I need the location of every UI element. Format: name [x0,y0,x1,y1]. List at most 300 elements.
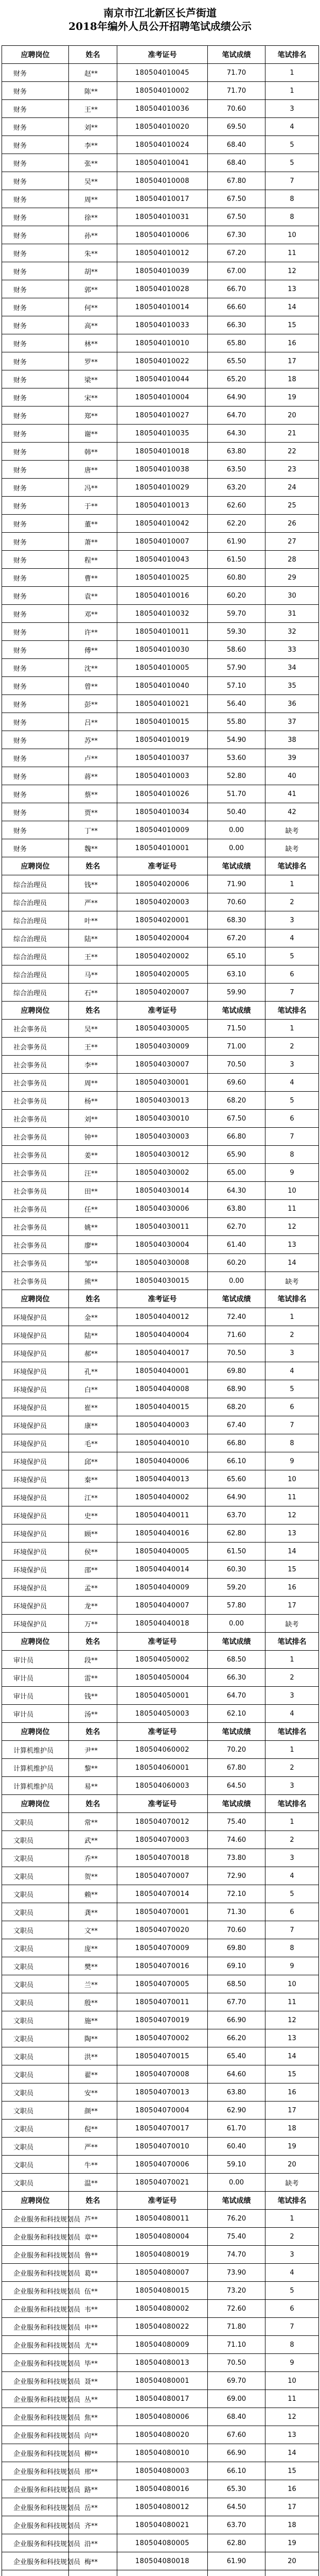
table-row [2,875,319,893]
post-cell: 计算机维护员 [2,1777,69,1795]
exam-score-cell: 60.40 [208,2138,265,2156]
candidate-name-cell: 魏** [69,839,117,857]
exam-score-cell: 61.40 [208,1236,265,1254]
exam-number-cell: 180504010028 [117,280,208,298]
table-row [2,984,319,1002]
column-header-candidate-name: 姓名 [69,857,117,875]
exam-rank-cell: 8 [265,190,319,208]
exam-rank-cell [265,2570,319,2576]
table-row [2,2354,319,2372]
table-row [2,1921,319,1939]
exam-number-cell: 180504010011 [117,623,208,641]
table-row [2,2426,319,2444]
post-cell: 财务 [2,280,69,298]
post-cell: 财务 [2,406,69,425]
candidate-name-cell: 焦** [69,2408,117,2426]
candidate-name-cell: 吴** [69,1020,117,1038]
exam-score-cell: 61.70 [208,2120,265,2138]
table-header-row [2,1795,319,1813]
table-row [2,1705,319,1723]
post-cell: 财务 [2,569,69,587]
table-row [2,1524,319,1543]
exam-score-cell: 66.30 [208,316,265,334]
exam-score-cell: 73.20 [208,2282,265,2300]
exam-score-cell: 65.10 [208,947,265,965]
exam-number-cell: 180504010031 [117,208,208,226]
candidate-name-cell: 姜** [69,1146,117,1164]
exam-score-cell: 67.30 [208,226,265,244]
post-cell: 财务 [2,64,69,82]
post-cell: 社会事务员 [2,1182,69,1200]
exam-score-cell: 63.70 [208,2516,265,2534]
exam-rank-cell: 14 [265,1254,319,1272]
exam-number-cell: 180504010021 [117,695,208,713]
exam-rank-cell: 29 [265,569,319,587]
exam-number-cell: 180504050004 [117,1669,208,1687]
post-cell: 文职员 [2,1903,69,1921]
post-cell: 文职员 [2,2047,69,2065]
candidate-name-cell: 邢** [69,2462,117,2480]
post-cell: 企业服务和科技规划员 [2,2462,69,2480]
post-cell: 环境保护员 [2,1470,69,1488]
exam-number-cell: 180504070013 [117,2083,208,2102]
candidate-name-cell: 路** [69,2480,117,2498]
exam-score-cell: 68.50 [208,1975,265,1993]
post-cell: 财务 [2,154,69,172]
exam-score-cell: 0.00 [208,2174,265,2192]
table-row [2,1651,319,1669]
exam-score-cell: 57.90 [208,659,265,677]
exam-number-cell: 180504040013 [117,1470,208,1488]
table-row [2,2408,319,2426]
exam-number-cell: 180504040008 [117,1380,208,1398]
exam-rank-cell: 1 [265,64,319,82]
post-cell: 财务 [2,695,69,713]
table-row [2,1543,319,1561]
post-cell: 社会事务员 [2,1254,69,1272]
candidate-name-cell: 杨** [69,1092,117,1110]
exam-number-cell: 180504010041 [117,154,208,172]
candidate-name-cell: 严** [69,2138,117,2156]
post-cell: 环境保护员 [2,1524,69,1543]
exam-number-cell: 180504070014 [117,1885,208,1903]
exam-number-cell: 180504030015 [117,1272,208,1290]
exam-rank-cell: 39 [265,749,319,767]
exam-score-cell: 68.90 [208,1380,265,1398]
exam-rank-cell: 35 [265,677,319,695]
exam-rank-cell: 7 [265,1128,319,1146]
exam-number-cell: 180504070015 [117,2047,208,2065]
exam-score-cell: 68.20 [208,1092,265,1110]
table-row [2,1741,319,1759]
table-row [2,1272,319,1290]
column-header-exam-rank: 笔试排名 [265,857,319,875]
table-row [2,1470,319,1488]
exam-score-cell: 71.70 [208,64,265,82]
exam-number-cell: 180504010010 [117,334,208,352]
exam-number-cell: 180504070008 [117,2065,208,2083]
exam-score-cell: 76.20 [208,2210,265,2228]
post-cell: 企业服务和科技规划员 [2,2372,69,2390]
post-cell: 企业服务和科技规划员 [2,2318,69,2336]
exam-score-cell: 62.20 [208,515,265,533]
table-row [2,2083,319,2102]
table-row [2,2210,319,2228]
exam-number-cell: 180504070020 [117,1921,208,1939]
candidate-name-cell: 文** [69,1921,117,1939]
post-cell: 财务 [2,713,69,731]
exam-score-cell: 0.00 [208,1615,265,1633]
candidate-name-cell: 曹** [69,569,117,587]
exam-number-cell: 180504080010 [117,2444,208,2462]
exam-number-cell: 180504010045 [117,64,208,82]
table-row [2,497,319,515]
exam-rank-cell: 5 [265,947,319,965]
candidate-name-cell: 曾** [69,677,117,695]
exam-rank-cell: 11 [265,1488,319,1506]
candidate-name-cell: 贺** [69,1867,117,1885]
exam-rank-cell: 10 [265,1182,319,1200]
candidate-name-cell: 周** [69,1074,117,1092]
exam-score-cell: 61.90 [208,2552,265,2570]
exam-number-cell: 180504030010 [117,1110,208,1128]
exam-score-cell: 69.80 [208,1362,265,1380]
candidate-name-cell: 伍** [69,2282,117,2300]
exam-score-cell: 69.60 [208,1074,265,1092]
candidate-name-cell: 彭** [69,695,117,713]
candidate-name-cell: 牛** [69,2156,117,2174]
exam-score-cell: 66.90 [208,2444,265,2462]
exam-score-cell: 71.70 [208,82,265,100]
candidate-name-cell: 严** [69,893,117,911]
candidate-name-cell: 徐** [69,208,117,226]
exam-number-cell: 180504010034 [117,803,208,821]
table-row [2,334,319,352]
exam-rank-cell: 32 [265,623,319,641]
column-header-exam-rank: 笔试排名 [265,1795,319,1813]
exam-number-cell [117,2570,208,2576]
exam-number-cell: 180504040001 [117,1362,208,1380]
exam-rank-cell: 1 [265,1741,319,1759]
exam-number-cell: 180504080011 [117,2210,208,2228]
candidate-name-cell: 程** [69,551,117,569]
candidate-name-cell: 林** [69,334,117,352]
exam-number-cell: 180504070006 [117,2156,208,2174]
post-cell: 社会事务员 [2,1110,69,1128]
exam-score-cell: 71.00 [208,1038,265,1056]
exam-score-cell: 65.30 [208,2480,265,2498]
post-cell: 环境保护员 [2,1362,69,1380]
exam-score-cell: 70.60 [208,100,265,118]
exam-score-cell: 69.50 [208,118,265,136]
candidate-name-cell: 汤** [69,1705,117,1723]
candidate-name-cell: 傅** [69,641,117,659]
exam-score-cell: 72.10 [208,1885,265,1903]
exam-number-cell: 180504070003 [117,1831,208,1849]
exam-score-cell: 71.50 [208,1020,265,1038]
exam-number-cell: 180504040006 [117,1452,208,1470]
candidate-name-cell: 章** [69,2228,117,2246]
post-cell: 文职员 [2,1921,69,1939]
exam-number-cell: 180504080012 [117,2498,208,2516]
post-cell: 财务 [2,821,69,839]
exam-number-cell: 180504050002 [117,1651,208,1669]
table-row [2,2228,319,2246]
candidate-name-cell: 蒋** [69,767,117,785]
exam-rank-cell: 10 [265,2372,319,2390]
table-row [2,1903,319,1921]
exam-score-cell: 73.90 [208,2264,265,2282]
exam-rank-cell: 缺考 [265,839,319,857]
exam-number-cell: 180504080006 [117,2408,208,2426]
exam-score-cell: 64.90 [208,388,265,406]
exam-score-cell: 62.60 [208,497,265,515]
post-cell: 财务 [2,839,69,857]
exam-score-cell: 65.90 [208,1146,265,1164]
exam-number-cell: 180504080021 [117,2516,208,2534]
post-cell: 文职员 [2,2102,69,2120]
candidate-name-cell: 向** [69,2426,117,2444]
exam-score-cell: 66.10 [208,2462,265,2480]
exam-score-cell: 65.00 [208,1164,265,1182]
exam-number-cell: 180504080007 [117,2264,208,2282]
table-row [2,1092,319,1110]
table-row [2,425,319,443]
exam-rank-cell: 19 [265,2138,319,2156]
candidate-name-cell: 史** [69,1506,117,1524]
exam-rank-cell: 8 [265,1146,319,1164]
exam-rank-cell: 13 [265,2029,319,2047]
exam-score-cell: 51.70 [208,785,265,803]
exam-rank-cell: 5 [265,2282,319,2300]
exam-rank-cell: 7 [265,2318,319,2336]
candidate-name-cell: 许** [69,623,117,641]
table-row [2,965,319,984]
exam-rank-cell: 9 [265,1164,319,1182]
exam-score-cell: 70.60 [208,1921,265,1939]
exam-rank-cell: 7 [265,984,319,1002]
exam-number-cell: 180504010007 [117,533,208,551]
table-row [2,1344,319,1362]
table-row [2,1398,319,1416]
exam-rank-cell: 7 [265,1416,319,1434]
candidate-name-cell: 尤** [69,2336,117,2354]
exam-number-cell: 180504040018 [117,1615,208,1633]
candidate-name-cell: 顾** [69,1524,117,1543]
candidate-name-cell: 洪** [69,2047,117,2065]
exam-number-cell: 180504070004 [117,2102,208,2120]
exam-number-cell: 180504080013 [117,2354,208,2372]
exam-score-cell: 67.50 [208,1110,265,1128]
exam-score-cell: 72.40 [208,1308,265,1326]
table-row [2,1615,319,1633]
exam-rank-cell: 41 [265,785,319,803]
table-row [2,1849,319,1867]
table-row [2,2516,319,2534]
exam-number-cell: 180504040003 [117,1416,208,1434]
table-row [2,1038,319,1056]
column-header-exam-rank: 笔试排名 [265,1633,319,1651]
exam-number-cell: 180504010033 [117,316,208,334]
column-header-exam-rank: 笔试排名 [265,1002,319,1020]
exam-rank-cell: 3 [265,1777,319,1795]
post-cell: 文职员 [2,1813,69,1831]
candidate-name-cell: 翟** [69,2065,117,2083]
exam-rank-cell: 5 [265,136,319,154]
exam-number-cell: 180504080005 [117,2534,208,2552]
post-cell: 企业服务和科技规划员 [2,2426,69,2444]
table-row [2,136,319,154]
post-cell: 环境保护员 [2,1452,69,1470]
exam-score-cell: 63.80 [208,2083,265,2102]
post-cell: 审计员 [2,1651,69,1669]
candidate-name-cell: 孙** [69,226,117,244]
table-row [2,929,319,947]
table-row [2,1074,319,1092]
table-row [2,2300,319,2318]
post-cell: 财务 [2,298,69,316]
exam-score-cell: 62.70 [208,1218,265,1236]
post-cell: 财务 [2,190,69,208]
exam-rank-cell: 缺考 [265,1615,319,1633]
candidate-name-cell: 谢** [69,425,117,443]
post-cell: 财务 [2,677,69,695]
post-cell: 财务 [2,749,69,767]
post-cell: 文职员 [2,2138,69,2156]
exam-number-cell: 180504070021 [117,2174,208,2192]
exam-number-cell: 180504030005 [117,1020,208,1038]
table-row [2,352,319,370]
table-row [2,1452,319,1470]
exam-rank-cell: 20 [265,2552,319,2570]
results-table [2,45,319,2576]
exam-score-cell: 67.20 [208,929,265,947]
table-row [2,2282,319,2300]
post-cell: 企业服务和科技规划员 [2,2480,69,2498]
candidate-name-cell: 张** [69,154,117,172]
post-cell: 环境保护员 [2,1344,69,1362]
table-row [2,1020,319,1038]
table-row [2,2246,319,2264]
exam-number-cell: 180504010020 [117,118,208,136]
exam-number-cell: 180504030003 [117,1128,208,1146]
post-cell: 财务 [2,479,69,497]
exam-number-cell: 180504080002 [117,2300,208,2318]
exam-number-cell: 180504080018 [117,2552,208,2570]
post-cell: 财务 [2,118,69,136]
exam-number-cell: 180504040011 [117,1506,208,1524]
post-cell: 社会事务员 [2,1056,69,1074]
exam-rank-cell: 11 [265,2390,319,2408]
candidate-name-cell: 田** [69,1182,117,1200]
post-cell: 企业服务和科技规划员 [2,2228,69,2246]
exam-number-cell: 180504010003 [117,767,208,785]
candidate-name-cell: 姚** [69,1218,117,1236]
candidate-name-cell: 郑** [69,406,117,425]
table-row [2,2570,319,2576]
column-header-exam-rank: 笔试排名 [265,46,319,64]
exam-rank-cell: 8 [265,2336,319,2354]
exam-score-cell: 64.90 [208,1488,265,1506]
exam-rank-cell: 17 [265,1597,319,1615]
exam-rank-cell: 2 [265,1038,319,1056]
table-row [2,2029,319,2047]
exam-number-cell: 180504070019 [117,2011,208,2029]
column-header-exam-number: 准考证号 [117,46,208,64]
post-cell: 环境保护员 [2,1380,69,1398]
exam-score-cell: 70.20 [208,1741,265,1759]
exam-rank-cell: 3 [265,1344,319,1362]
table-row [2,1362,319,1380]
exam-rank-cell: 4 [265,118,319,136]
exam-score-cell: 66.10 [208,1452,265,1470]
exam-score-cell: 69.00 [208,2390,265,2408]
candidate-name-cell: 周** [69,190,117,208]
exam-rank-cell: 2 [265,1669,319,1687]
exam-score-cell: 68.40 [208,136,265,154]
table-row [2,1506,319,1524]
post-cell: 财务 [2,605,69,623]
post-cell: 财务 [2,551,69,569]
candidate-name-cell: 颜** [69,2102,117,2120]
column-header-exam-score: 笔试成绩 [208,1795,265,1813]
candidate-name-cell: 钱** [69,1687,117,1705]
exam-rank-cell: 14 [265,1543,319,1561]
table-row [2,370,319,388]
candidate-name-cell: 柳** [69,2444,117,2462]
exam-rank-cell: 21 [265,425,319,443]
exam-score-cell: 61.50 [208,551,265,569]
exam-number-cell: 180504080001 [117,2372,208,2390]
exam-rank-cell: 13 [265,280,319,298]
exam-rank-cell: 16 [265,2083,319,2102]
post-cell: 财务 [2,352,69,370]
post-cell: 环境保护员 [2,1561,69,1579]
post-cell [2,2570,69,2576]
exam-score-cell: 75.40 [208,1813,265,1831]
table-row [2,713,319,731]
candidate-name-cell: 叶** [69,911,117,929]
candidate-name-cell: 邹** [69,1254,117,1272]
post-cell: 财务 [2,262,69,280]
column-header-candidate-name: 姓名 [69,1002,117,1020]
candidate-name-cell: 卢** [69,749,117,767]
exam-number-cell: 180504030004 [117,1236,208,1254]
exam-number-cell: 180504080009 [117,2336,208,2354]
exam-number-cell: 180504010018 [117,443,208,461]
table-row [2,244,319,262]
exam-score-cell: 53.60 [208,749,265,767]
exam-rank-cell: 19 [265,2534,319,2552]
exam-score-cell: 68.50 [208,1651,265,1669]
exam-number-cell: 180504070012 [117,1813,208,1831]
candidate-name-cell: 沈** [69,659,117,677]
column-header-exam-score: 笔试成绩 [208,46,265,64]
table-row [2,1110,319,1128]
exam-number-cell: 180504060002 [117,1741,208,1759]
post-cell: 文职员 [2,1957,69,1975]
table-row [2,1056,319,1074]
candidate-name-cell: 葛** [69,2264,117,2282]
exam-number-cell: 180504010019 [117,731,208,749]
exam-rank-cell: 1 [265,82,319,100]
candidate-name-cell: 芦** [69,2210,117,2228]
candidate-name-cell: 贾** [69,803,117,821]
exam-score-cell: 69.80 [208,1939,265,1957]
post-cell: 文职员 [2,1993,69,2011]
exam-score-cell: 68.40 [208,2408,265,2426]
exam-rank-cell: 1 [265,1308,319,1326]
